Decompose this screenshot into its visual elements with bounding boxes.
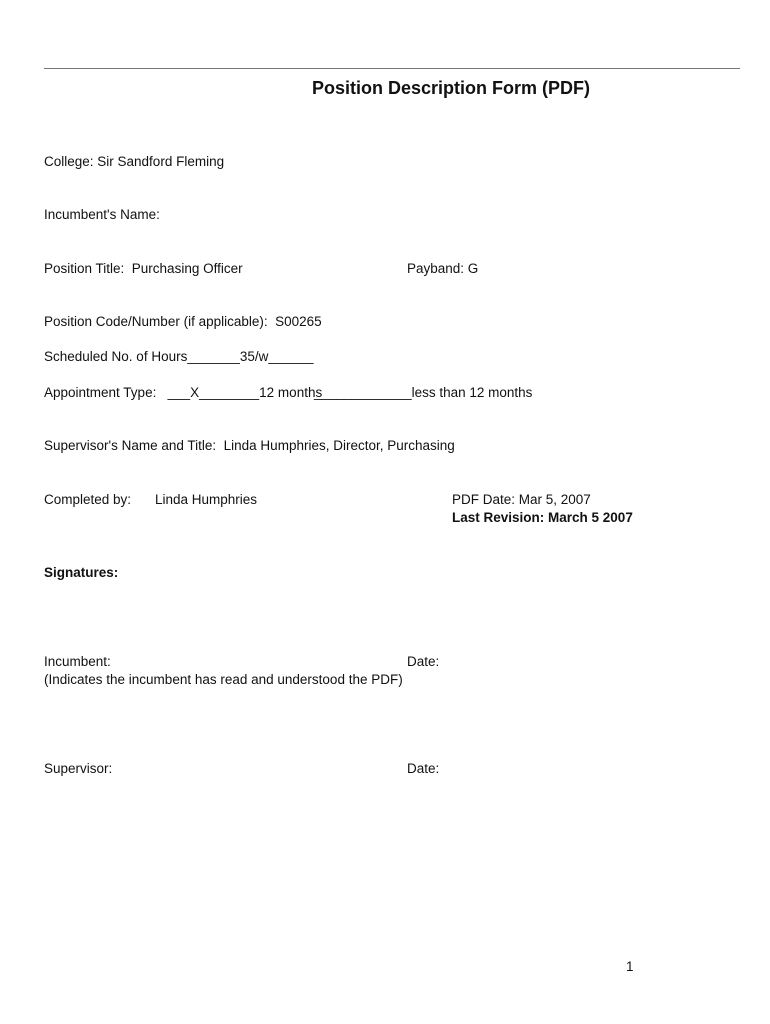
supervisor-date-label: Date: bbox=[407, 761, 440, 776]
incumbent-name-field: Incumbent's Name: bbox=[44, 207, 160, 222]
incumbent-signature-label: Incumbent: bbox=[44, 654, 111, 669]
position-code-field: Position Code/Number (if applicable): S00265 bbox=[44, 314, 322, 329]
appointment-type-field: Appointment Type: ___X________12 months bbox=[44, 385, 323, 400]
last-revision: Last Revision: March 5 2007 bbox=[452, 510, 633, 525]
page-number: 1 bbox=[626, 959, 634, 974]
completed-by-label: Completed by: bbox=[44, 492, 132, 507]
completed-by-value: Linda Humphries bbox=[155, 492, 258, 507]
scheduled-hours-field: Scheduled No. of Hours_______35/w______ bbox=[44, 349, 314, 364]
position-title-field: Position Title: Purchasing Officer bbox=[44, 261, 243, 276]
supervisor-signature-label: Supervisor: bbox=[44, 761, 113, 776]
pdf-date: PDF Date: Mar 5, 2007 bbox=[452, 492, 591, 507]
incumbent-signature-note: (Indicates the incumbent has read and understood the PDF) bbox=[44, 672, 403, 687]
college-field: College: Sir Sandford Fleming bbox=[44, 154, 225, 169]
payband-field: Payband: G bbox=[407, 261, 479, 276]
top-rule bbox=[44, 68, 740, 69]
signatures-heading: Signatures: bbox=[44, 565, 119, 580]
appointment-alt-option: _____________less than 12 months bbox=[314, 385, 533, 400]
page-title: Position Description Form (PDF) bbox=[312, 78, 591, 98]
supervisor-name-field: Supervisor's Name and Title: Linda Humphries, Director, Purchasing bbox=[44, 438, 455, 453]
incumbent-date-label: Date: bbox=[407, 654, 440, 669]
